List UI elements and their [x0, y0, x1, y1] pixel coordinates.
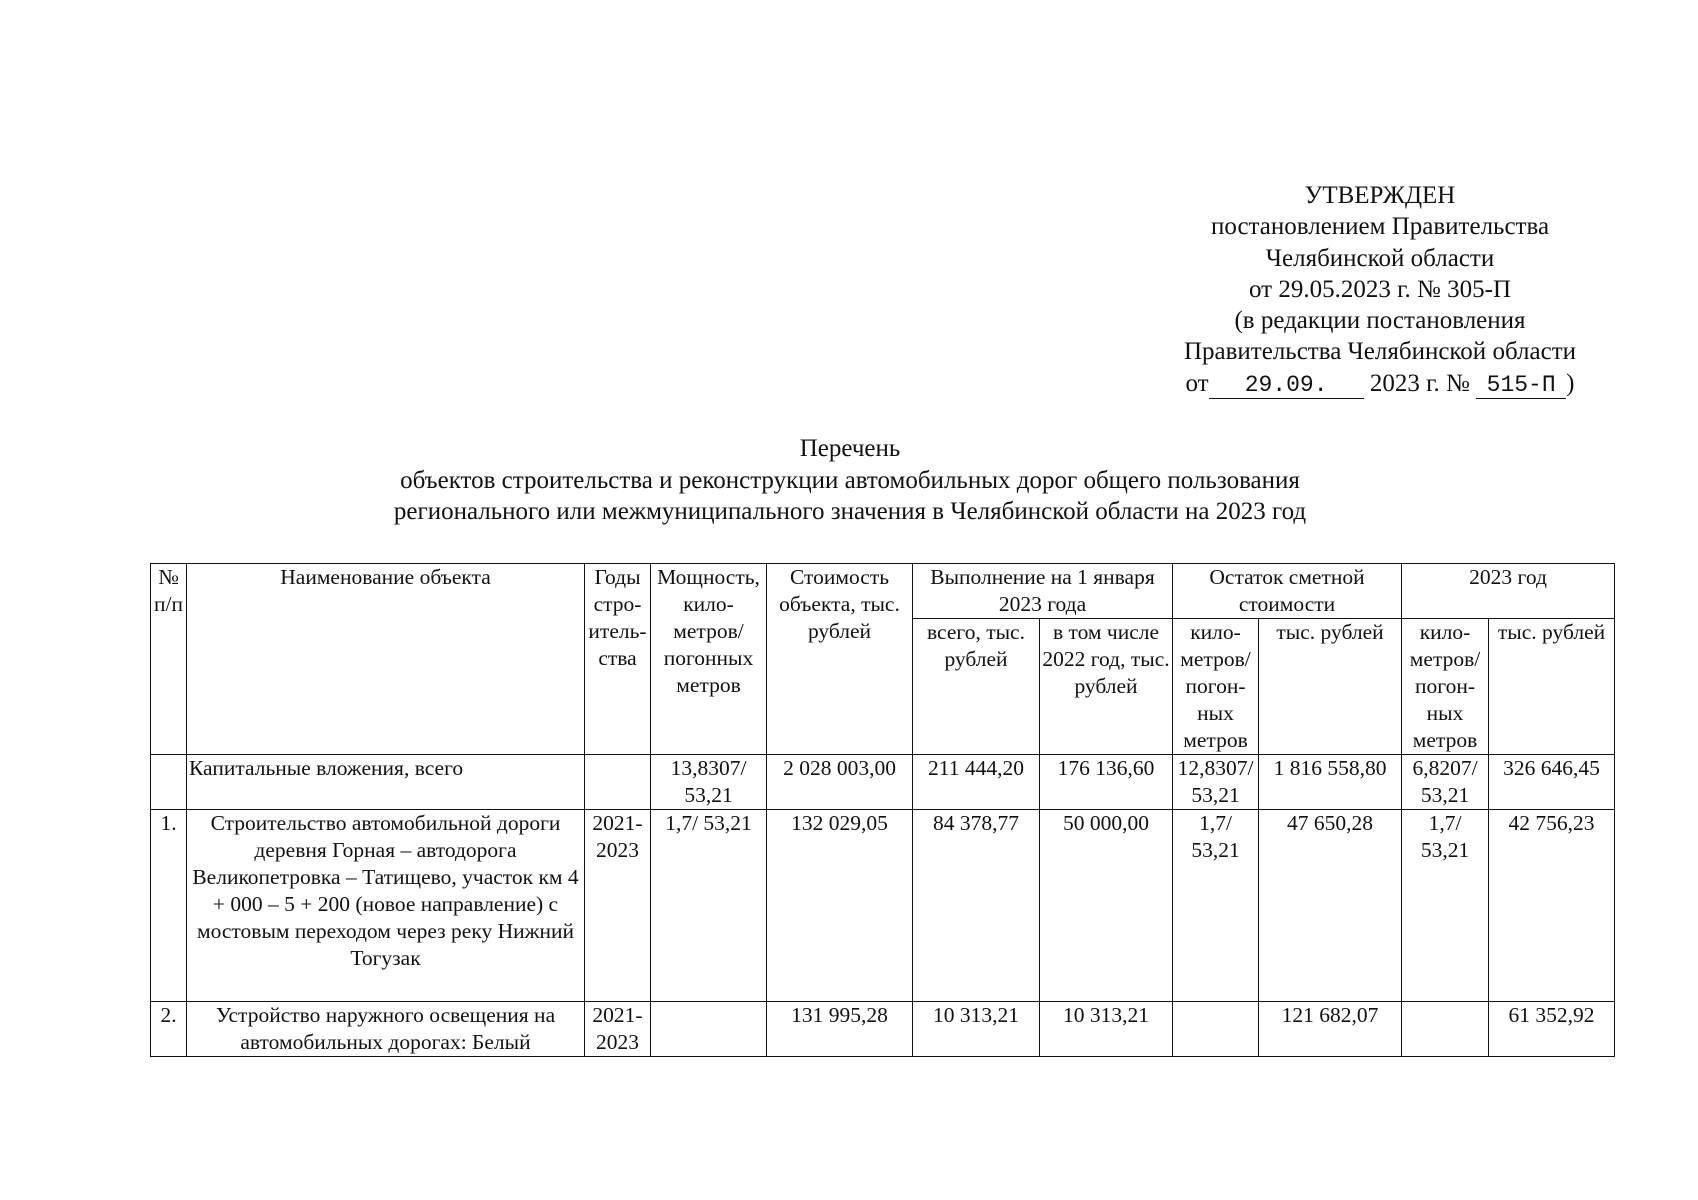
approval-suffix: )	[1566, 369, 1575, 397]
row-2023-rub: 42 756,23	[1489, 810, 1615, 1002]
row-name: Строительство автомобильной дороги деревня Горная – автодорога Великопетровка – Татищево, участок км 4 + 000 – 5 + 200 (новое направление) с мостовым переходом через реку Нижний Тогузак	[187, 810, 585, 1002]
header-years: Годы стро-итель-ства	[585, 564, 651, 755]
approval-stamp	[1130, 180, 1630, 399]
row-done-2022: 10 313,21	[1040, 1002, 1173, 1057]
header-rest-group: Остаток сметной стоимости	[1173, 564, 1402, 619]
row-cost: 132 029,05	[767, 810, 913, 1002]
row-done-2022: 176 136,60	[1040, 755, 1173, 810]
header-rest-km: кило-метров/ погон-ных метров	[1173, 619, 1259, 755]
objects-table	[150, 563, 1615, 1057]
row-rest-km: 12,8307/ 53,21	[1173, 755, 1259, 810]
row-capacity: 13,8307/ 53,21	[651, 755, 767, 810]
approval-title: УТВЕРЖДЕН	[1304, 182, 1456, 209]
header-2023-km: кило-метров/ погон-ных метров	[1402, 619, 1489, 755]
row-name: Устройство наружного освещения на автомобильных дорогах: Белый	[187, 1002, 585, 1057]
row-capacity: 1,7/ 53,21	[651, 810, 767, 1002]
approval-prefix: от	[1185, 369, 1209, 397]
heading-subtitle: регионального или межмуниципального значения в Челябинской области на 2023 год	[393, 498, 1307, 525]
row-years	[585, 755, 651, 810]
row-rest-rub: 1 816 558,80	[1259, 755, 1402, 810]
header-done-2022: в том числе 2022 год, тыс. рублей	[1040, 619, 1173, 755]
table-row	[151, 755, 1615, 810]
row-rest-km	[1173, 1002, 1259, 1057]
row-2023-rub: 326 646,45	[1489, 755, 1615, 810]
approval-line: постановлением Правительства	[1210, 213, 1550, 241]
header-cost: Стоимость объекта, тыс. рублей	[767, 564, 913, 755]
approval-amendment-line	[1130, 368, 1630, 399]
approval-year: 2023 г. №	[1363, 369, 1470, 397]
header-no: № п/п	[151, 564, 187, 755]
table-header-row	[151, 564, 1615, 619]
row-no: 2.	[151, 1002, 187, 1057]
amendment-number-field: 515-П	[1476, 372, 1566, 399]
row-cost: 2 028 003,00	[767, 755, 913, 810]
header-rest-rub: тыс. рублей	[1259, 619, 1402, 755]
row-no: 1.	[151, 810, 187, 1002]
row-capacity	[651, 1002, 767, 1057]
row-done-total: 84 378,77	[913, 810, 1040, 1002]
header-name: Наименование объекта	[187, 564, 585, 755]
heading-subtitle: объектов строительства и реконструкции автомобильных дорог общего пользования	[400, 466, 1300, 494]
row-done-total: 211 444,20	[913, 755, 1040, 810]
row-rest-km: 1,7/ 53,21	[1173, 810, 1259, 1002]
row-done-2022: 50 000,00	[1040, 810, 1173, 1002]
header-done-group: Выполнение на 1 января 2023 года	[913, 564, 1173, 619]
row-2023-km: 6,8207/ 53,21	[1402, 755, 1489, 810]
heading-title: Перечень	[799, 435, 901, 462]
header-2023-group: 2023 год	[1402, 564, 1615, 619]
row-2023-km: 1,7/ 53,21	[1402, 810, 1489, 1002]
row-no	[151, 755, 187, 810]
row-2023-rub: 61 352,92	[1489, 1002, 1615, 1057]
approval-line: Правительства Челябинской области	[1183, 338, 1577, 366]
table-row	[151, 1002, 1615, 1057]
row-done-total: 10 313,21	[913, 1002, 1040, 1057]
row-rest-rub: 121 682,07	[1259, 1002, 1402, 1057]
table-row	[151, 810, 1615, 1002]
approval-original-decree: от 29.05.2023 г. № 305-П	[1248, 275, 1511, 303]
approval-line: (в редакции постановления	[1234, 307, 1526, 335]
row-name: Капитальные вложения, всего	[187, 755, 585, 810]
header-2023-rub: тыс. рублей	[1489, 619, 1615, 755]
document-heading	[300, 433, 1400, 528]
row-years: 2021-2023	[585, 810, 651, 1002]
row-years: 2021-2023	[585, 1002, 651, 1057]
amendment-date-field: 29.09.	[1209, 372, 1364, 399]
row-rest-rub: 47 650,28	[1259, 810, 1402, 1002]
row-cost: 131 995,28	[767, 1002, 913, 1057]
approval-line: Челябинской области	[1265, 244, 1495, 272]
row-2023-km	[1402, 1002, 1489, 1057]
header-capacity: Мощность, кило-метров/ погонных метров	[651, 564, 767, 755]
header-done-total: всего, тыс. рублей	[913, 619, 1040, 755]
